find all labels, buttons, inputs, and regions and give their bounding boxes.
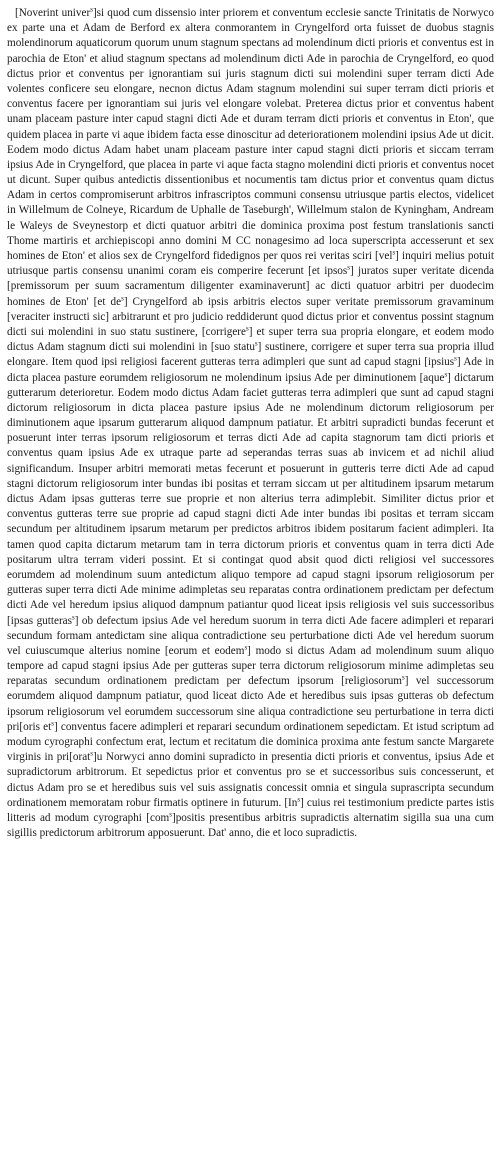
- text-segment: ] Ade in dicta placea pasture eorumdem religiosorum ne molendinum ipsius Ade per diminutionem [aque: [7, 356, 494, 384]
- text-segment: ] ob defectum ipsius Ade vel heredum suorum in terra dicti Ade facere adimpleri et reparari secundum formam antedictam sine aliqua contradictione seu perturbatione dicti Ade vel heredum suorum vel cuiuscumque alterius nomine [eorum et eodem: [7, 614, 495, 657]
- superscript-marker: s: [72, 612, 75, 621]
- superscript-marker: s: [51, 719, 54, 728]
- text-segment: ] modo si dictus Adam ad molendinum suum aliquo tempore ad capud stagni ipsius Ade per gutteras super terra dictorum religiosorum minime adimpletas seu reparatas secundum ordinationem predictam per defectum ipsorum [religiosorum: [7, 644, 495, 688]
- text-segment: ] Cryngelford ab ipsis arbitris electos super veritate premissorum gravaminum [veraciter instructi sic] arbitrarunt et pro judicio reddiderunt quod dictus prior et conventus possint stagnum dicti sui molendini in suo statu sustinere, [corrigere: [7, 295, 494, 338]
- text-segment: ] dictarum gutterarum deterioretur. Eodem modo dictus Adam faciet gutteras terra adimpleri que sunt ad capud stagni dictorum religiosorum in dicta placea pasture ipsius Ade ne molendinum dictorum religiosorum per diminutionem aque ipsarum gutterarum aliquod dampnum patiatur. Et arbitri supradicti bundas fecerunt et posuerunt inter terras ipsorum religiosorum et terras dicti Ade ad capita stagnorum tam dicti prioris et conventus quam ipsius Ade ex utraque parte ad seperandas terras suas ab invicem et ad nichil aliud significandum. Insuper arbitri memorati metas fecerunt et posuerunt in gutteris terre dicti Ade ad capud stagni dictorum religiosorum inter bundas ibi positas et terram siccam ut per altitudinem ipsarum metarum dictus Adam ipsas gutteras terre sue proprie et non alterius terra adimplebit. Similiter dictus prior et conventus gutteras terre sue proprie ad capud stagni dicti Ade inter bundas ibi positas et terram siccam secundum per altitudinem ipsarum metarum per predictos arbitros ibidem positarum facient adimpleri. Ita tamen quod capita dictarum metarum tam in terra dictorum prioris et conventus quam in terra dicti Ade positarum ultra terram videri possint. Et si contingat quod absit quod dicti religiosi vel successores eorumdem ad molendinum suum antedictum aliquo tempore ad capud stagni ipsorum religiosorum per gutteras super terra dicti Ade minime adimpletas seu reparatas contra ordinationem predictam per defectum dicti Ade vel heredum ipsius aliquod dampnum patiantur quod liceat ipsis religiosis vel suis successoribus [ipsas gutteras: [7, 371, 494, 627]
- text-segment: ] inquiri melius potuit utriusque partis consensu unanimi coram eis comperire fecerunt [et ipsos: [7, 250, 494, 278]
- text-segment: ]si quod cum dissensio inter priorem et conventum ecclesie sancte Trinitatis de Norwyco ex parte una et Adam de Berford ex altera conmorantem in Cryngelford orta fuisset de duobus stagnis molendinorum aquaticorum quorum unum stagnum spectans ad molendinum dicti prioris et conventus est in parochia de Eton' et aliud stagnum spectans ad molendinum dicti Ade in parochia de Cryngelford, eo quod dictus prior et conventus per ignorantiam sui juris stagnum dicti sui molendini super terram dicti Ade volentes conficere seu elongare, necnon dictus Adam stagnum molendini sui super terram dicti prioris et conventus facere per ignorantiam sui juris vel elongare volebat. Preterea dictus prior et conventus habent unam placeam pasture inter capud stagni dicti Ade et duram terram dicti prioris et conventus in Eton', que quidem placea in parte vi aque ibidem facta esse dinoscitur ad deteriorationem molendini ipsius Ade ut dicit. Eodem modo dictus Adam habet unam placeam pasture inter capud stagni dicti prioris et siccam terram ipsius Ade in Cryngelford, que placea in parte vi aque facta stagno molendini dicti prioris et conventus nocet ut dicunt. Super quibus antedictis dissentionibus et nocumentis tam dictus prior et conventus quam dictus Adam in certos compromiserunt arbitros infrascriptos communi consensu utriusque partis electos, videlicet in Willelmum de Colneye, Ricardum de Uphalle de Taseburgh', Willelmum stalon de Kyningham, Andream le Waleys de Sveynestorp et dicti quatuor arbitri die dominica proxima post festum translationis sancti Thome martiris et archiepiscopi anno domini M CC nonagesimo ad loca superscripta accesserunt et sex homines de Eton' et alios sex de Cryngelford fidedignos per quos rei veritas sciri [vel: [7, 7, 494, 262]
- superscript-marker: s: [90, 749, 94, 758]
- superscript-marker: s: [254, 339, 258, 348]
- text-segment: ] sustinere, corrigere et super terra sua propria illud elongare. Item quod ipsi religiosi facerent gutteras terra adimpleri que sunt ad capud stagni [ipsius: [7, 341, 494, 369]
- superscript-marker: s: [246, 324, 249, 333]
- superscript-marker: s: [392, 248, 396, 257]
- text-segment: [Noverint univer: [15, 7, 91, 19]
- text-segment: ] vel successorum eorumdem aliquod dampnum patiatur, quod liceat dicto Ade et heredibus suis ipsas gutteras ob defectum ipsorum religiosorum vel eorumdem successorum sine aliqua contradictione seu perturbatione in terra dicti pri[oris et: [7, 675, 495, 733]
- text-segment: ] conventus facere adimpleri et reparari secundum ordinationem sepedictam. Et istud scriptum ad modum cyrographi confectum erat, lectum et recitatum die dominica proxima ante festum sancte Margarete virginis in pri[orat: [7, 720, 494, 764]
- superscript-marker: s: [444, 369, 448, 378]
- text-segment: ] cuius rei testimonium predicte partes istis litteris ad modum cyrographi [com: [7, 796, 494, 824]
- superscript-marker: s: [169, 810, 172, 819]
- text-segment: ] et super terra sua propria elongare, et eodem modo dictus Adam stagnum dicti sui molendini in [suo statu: [7, 325, 494, 354]
- superscript-marker: s: [244, 643, 248, 652]
- text-segment: ] juratos super veritate dicenda [premissorum per suum sacramentum diligenter examinaverunt] ac dicti quatuor arbitri per duodecim homines de Eton' [et de: [7, 265, 495, 308]
- superscript-marker: s: [402, 673, 405, 682]
- text-segment: ]u Norwyci anno domini supradicto in presentia dicti prioris et conventus, ipsius Ade et supradictorum arbitrorum. Et sepedictus prior et conventus pro se et successoribus suis concesserunt, et dictus Adam pro se et heredibus suis vel suis assignatis concessit omnia et singula suprascripta secundum ordinationem memoratam robur firmatis optinere in futurum. [In: [7, 751, 494, 809]
- superscript-marker: s: [454, 354, 457, 363]
- charter-text: [7, 6, 494, 841]
- superscript-marker: s: [121, 293, 124, 302]
- superscript-marker: s: [90, 5, 93, 14]
- text-segment: ]positis presentibus arbitris supradictis alternatim sigilla sua una cum sigillis predictorum arbitrorum apposuerunt. Dat' anno, die et loco supradictis.: [7, 811, 494, 840]
- superscript-marker: s: [347, 263, 350, 272]
- superscript-marker: s: [297, 795, 301, 804]
